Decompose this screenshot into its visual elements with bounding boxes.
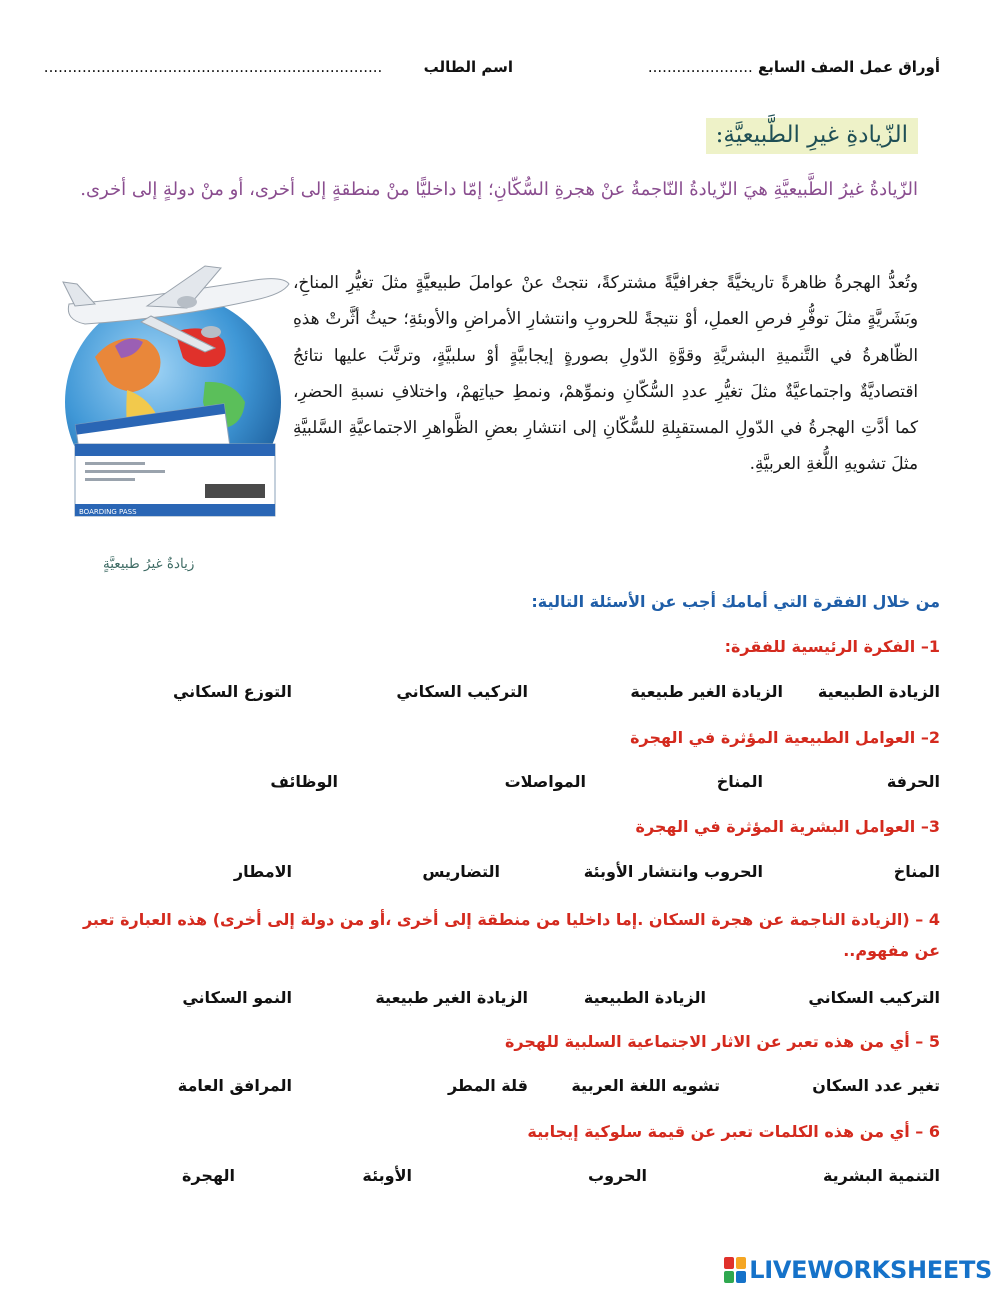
q3-option-4[interactable]: الامطار: [233, 862, 292, 881]
q5-option-2[interactable]: تشويه اللغة العربية: [571, 1076, 720, 1095]
q6-option-2[interactable]: الحروب: [588, 1166, 647, 1185]
question-6: 6 – أي من هذه الكلمات تعبر عن قيمة سلوكية إيجابية: [527, 1122, 940, 1141]
question-1: 1– الفكرة الرئيسية للفقرة:: [724, 637, 940, 656]
q4-option-3[interactable]: الزيادة الغير طبيعية: [375, 988, 528, 1007]
q3-option-3[interactable]: التضاريس: [422, 862, 500, 881]
q1-option-2[interactable]: الزيادة الغير طبيعية: [630, 682, 783, 701]
q1-option-1[interactable]: الزيادة الطبيعية: [817, 682, 940, 701]
student-name-label: اسم الطالب: [423, 58, 513, 76]
worksheet-label-line: [648, 58, 940, 76]
question-3: 3– العوامل البشرية المؤثرة في الهجرة: [635, 817, 940, 836]
q2-option-3[interactable]: المواصلات: [504, 772, 586, 791]
question-2: 2– العوامل الطبيعية المؤثرة في الهجرة: [630, 728, 940, 747]
globe-airplane-illustration: [55, 262, 300, 524]
question-4: 4 – (الزيادة الناجمة عن هجرة السكان .إما داخليا من منطقة إلى أخرى ،أو من دولة إلى أخرى) هذه العبارة تعبر عن مفهوم..: [82, 910, 940, 961]
definition-text: الزّيادةُ غيرُ الطَّبيعيَّةِ هيَ الزّيادةُ النّاجمةُ عنْ هجرةِ السُّكّانِ؛ إمّا داخليًّا منْ منطقةٍ إلى أخرى، أو منْ دولةٍ إلى أخرى.: [80, 179, 918, 200]
liveworksheets-logo-text: LIVEWORKSHEETS: [749, 1256, 992, 1284]
question-5: 5 – أي من هذه تعبر عن الاثار الاجتماعية السلبية للهجرة: [504, 1032, 940, 1051]
q2-option-1[interactable]: الحرفة: [886, 772, 940, 791]
q5-option-3[interactable]: قلة المطر: [447, 1076, 528, 1095]
boarding-pass-label: BOARDING PASS: [79, 508, 137, 516]
liveworksheets-logo-icon: [724, 1257, 746, 1283]
student-name-field[interactable]: .......................................................................: [43, 58, 383, 76]
q3-option-2[interactable]: الحروب وانتشار الأوبئة: [583, 862, 763, 881]
student-name-line: [44, 58, 513, 76]
q2-option-4[interactable]: الوظائف: [270, 772, 338, 791]
lesson-title: الزّيادةِ غيرِ الطَّبيعيَّةِ:: [706, 118, 918, 154]
q3-option-1[interactable]: المناخ: [893, 862, 940, 881]
instructions: من خلال الفقرة التي أمامك أجب عن الأسئلة التالية:: [531, 592, 940, 611]
q4-option-1[interactable]: التركيب السكاني: [808, 988, 940, 1007]
q4-option-4[interactable]: النمو السكاني: [182, 988, 292, 1007]
q4-option-2[interactable]: الزيادة الطبيعية: [583, 988, 706, 1007]
q1-option-3[interactable]: التركيب السكاني: [396, 682, 528, 701]
worksheet-label: أوراق عمل الصف السابع: [758, 58, 940, 76]
q2-option-2[interactable]: المناخ: [716, 772, 763, 791]
q5-option-1[interactable]: تغير عدد السكان: [812, 1076, 940, 1095]
q6-option-3[interactable]: الأوبئة: [362, 1166, 412, 1185]
q5-option-4[interactable]: المرافق العامة: [177, 1076, 292, 1095]
liveworksheets-logo: [724, 1255, 992, 1285]
q1-option-4[interactable]: التوزع السكاني: [172, 682, 292, 701]
q6-option-1[interactable]: التنمية البشرية: [822, 1166, 940, 1185]
image-caption: زيادةٌ غيرُ طبيعيَّةٍ: [103, 556, 195, 572]
lesson-paragraph: وتُعدُّ الهجرةُ ظاهرةً تاريخيَّةً جغرافيَّةً مشتركةً، نتجتْ عنْ عواملَ طبيعيَّةٍ مثلَ تغيُّرِ المناخِ، وبَشَريَّةٍ مثلَ توفُّرِ فرصِ العملِ، أوْ نتيجةً للحروبِ وانتشارِ الأمراضِ والأوبئةِ؛ حيثُ أثَّرتْ هذهِ الظّاهرةُ في التَّنميةِ البشريَّةِ وقوَّةِ الدّولِ بصورةٍ إيجابيَّةٍ أوْ سلبيَّةٍ، وترتَّبَ عليها نتائجُ اقتصاديَّةٌ واجتماعيَّةٌ مثلَ تغيُّرِ عددِ السُّكّانِ ونموِّهمْ، ونمطِ حياتِهمْ، واختلافِ نسبةِ الحضرِ، كما أدَّتِ الهجرةُ في الدّولِ المستقبِلةِ للسُّكّانِ إلى انتشارِ بعضِ الظَّواهرِ الاجتماعيَّةِ السَّلبيَّةِ مثلَ تشويهِ اللُّغةِ العربيَّةِ.: [293, 272, 918, 474]
worksheet-dots: ......................: [647, 58, 753, 76]
q6-option-4[interactable]: الهجرة: [182, 1166, 235, 1185]
